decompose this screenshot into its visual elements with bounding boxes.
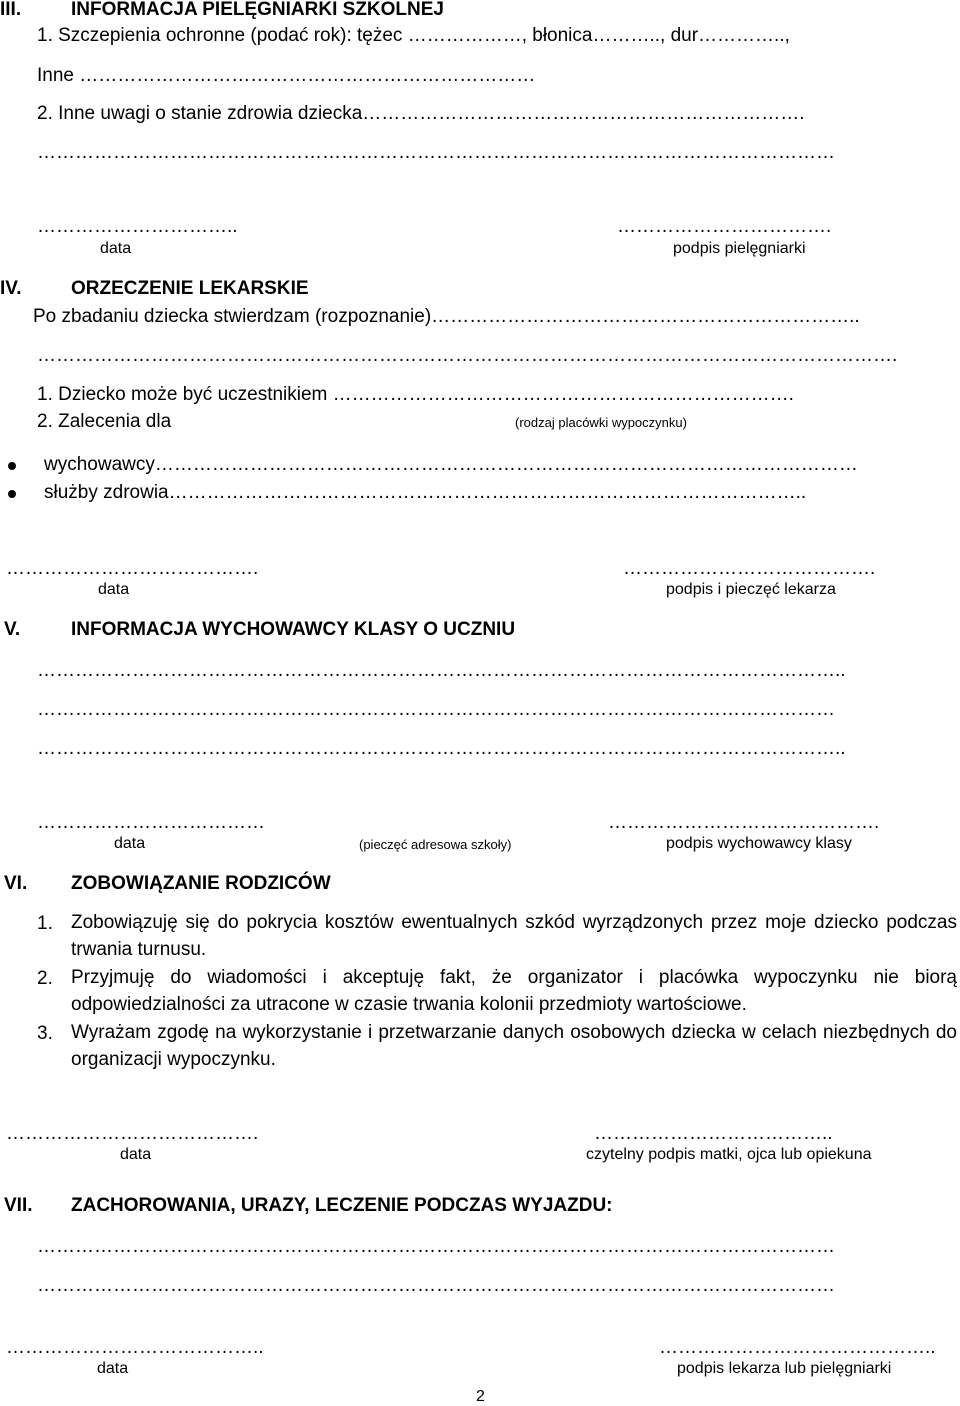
parent-signature-dots: ……………………………….. xyxy=(594,1123,833,1144)
section-3-number: III. xyxy=(0,0,22,20)
diagnosis-line: Po zbadaniu dziecka stwierdzam (rozpoznanie)………………………………………………………….. xyxy=(33,306,860,327)
teacher-info-line-1: ……………………………………………………………………………………………………………….. xyxy=(37,660,846,681)
nurse-date-label: data xyxy=(100,240,132,257)
nurse-signature-dots: ……………………………. xyxy=(617,216,832,237)
commitment-number-1: 1. xyxy=(37,913,53,934)
treatment-line-1: ……………………………………………………………………………………………………………… xyxy=(37,1236,835,1257)
section-4-number: IV. xyxy=(0,278,22,299)
teacher-info-line-3: ……………………………………………………………………………………………………………….. xyxy=(37,738,846,759)
medic-signature-dots: …………………………………….. xyxy=(659,1337,936,1358)
parent-signature-label: czytelny podpis matki, ojca lub opiekuna xyxy=(586,1146,872,1163)
bullet-health-service: służby zdrowia……………………………………………………………………………………….. xyxy=(44,482,807,503)
doctor-signature-dots: …………………………………. xyxy=(623,558,876,579)
teacher-signature-dots: ……………………………………. xyxy=(608,812,880,833)
health-notes-line: 2. Inne uwagi o stanie zdrowia dziecka……………………………………………………………. xyxy=(37,103,805,124)
section-5-number: V. xyxy=(4,619,21,640)
vaccination-line: 1. Szczepienia ochronne (podać rok): tężec ………………, błonica……….., dur………….., xyxy=(37,25,790,46)
recommendations-line: 2. Zalecenia dla xyxy=(37,411,172,432)
nurse-signature-label: podpis pielęgniarki xyxy=(673,240,806,257)
doctor-signature-label: podpis i pieczęć lekarza xyxy=(666,581,836,598)
treatment-line-2: ……………………………………………………………………………………………………………… xyxy=(37,1275,835,1296)
bullet-icon xyxy=(8,490,16,498)
medic-date-label: data xyxy=(97,1360,129,1377)
section-6-title: ZOBOWIĄZANIE RODZICÓW xyxy=(71,873,331,894)
section-7-number: VII. xyxy=(4,1195,33,1216)
commitment-number-3: 3. xyxy=(37,1023,53,1044)
section-7-title: ZACHOROWANIA, URAZY, LECZENIE PODCZAS WYJAZDU: xyxy=(71,1195,613,1216)
doctor-date-dots: …………………………………. xyxy=(6,558,259,579)
doctor-date-label: data xyxy=(98,581,130,598)
teacher-date-label: data xyxy=(114,835,146,852)
section-6-number: VI. xyxy=(4,873,28,894)
nurse-date-dots: ………………………….. xyxy=(37,216,238,237)
school-stamp-label: (pieczęć adresowa szkoły) xyxy=(359,837,512,852)
medic-signature-label: podpis lekarza lub pielęgniarki xyxy=(677,1360,892,1377)
vaccination-other-line: Inne ……………………………………………………………… xyxy=(37,65,536,86)
commitment-item-1: Zobowiązuję się do pokrycia kosztów ewentualnych szkód wyrządzonych przez moje dziecko podczas trwania turnusu. xyxy=(71,912,957,960)
page-number: 2 xyxy=(476,1388,485,1405)
commitment-item-2: Przyjmuję do wiadomości i akceptuję fakt, że organizator i placówka wypoczynku nie biorą odpowiedzialności za utracone w czasie trwania kolonii przedmioty wartościowe. xyxy=(71,967,957,1015)
medic-date-dots: ………………………………….. xyxy=(6,1337,264,1358)
section-3-title: INFORMACJA PIELĘGNIARKI SZKOLNEJ xyxy=(71,0,444,20)
parent-date-dots: …………………………………. xyxy=(6,1123,259,1144)
commitment-item-3: Wyrażam zgodę na wykorzystanie i przetwarzanie danych osobowych dziecka w celach niezbędnych do organizacji wypoczynku. xyxy=(71,1022,957,1070)
diagnosis-line-2: ………………………………………………………………………………………………………………………. xyxy=(37,345,898,366)
bullet-icon xyxy=(8,462,16,470)
teacher-date-dots: ……………………………… xyxy=(37,812,265,833)
section-5-title: INFORMACJA WYCHOWAWCY KLASY O UCZNIU xyxy=(71,619,516,640)
facility-type-note: (rodzaj placówki wypoczynku) xyxy=(515,415,687,430)
health-notes-line-2: ……………………………………………………………………………………………………………… xyxy=(37,142,835,163)
section-4-title: ORZECZENIE LEKARSKIE xyxy=(71,278,309,299)
bullet-educators: wychowawcy………………………………………………………………………………………………… xyxy=(44,454,858,475)
parent-date-label: data xyxy=(120,1146,152,1163)
teacher-signature-label: podpis wychowawcy klasy xyxy=(666,835,852,852)
teacher-info-line-2: ……………………………………………………………………………………………………………… xyxy=(37,699,835,720)
commitment-number-2: 2. xyxy=(37,968,53,989)
participant-line: 1. Dziecko może być uczestnikiem ………………………………………………………………. xyxy=(37,384,794,405)
